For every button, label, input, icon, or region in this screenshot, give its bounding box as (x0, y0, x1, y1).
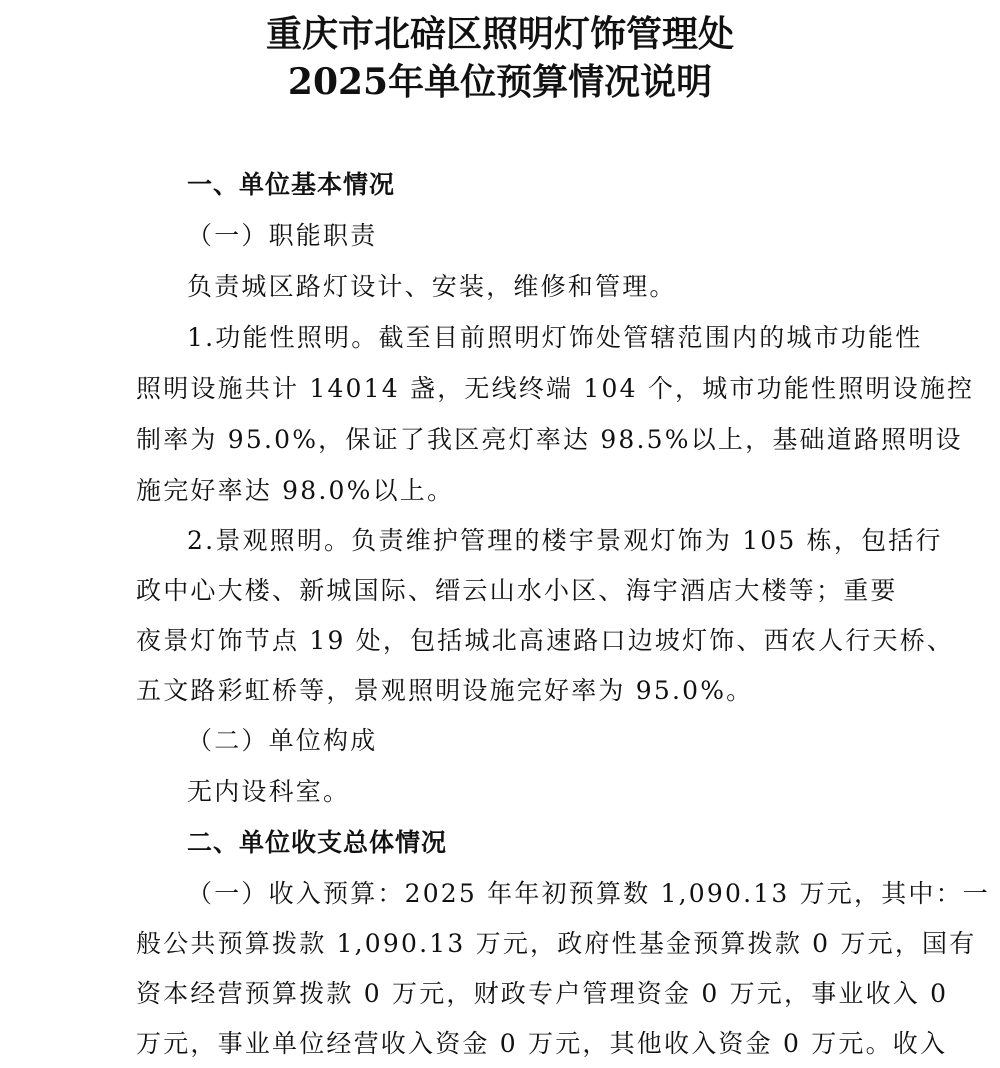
document-title-line-2: 2025年单位预算情况说明 (287, 61, 713, 103)
subsection-heading-structure: （二）单位构成 (187, 726, 378, 755)
paragraph-line: 2.景观照明。负责维护管理的楼宇景观灯饰为 105 栋，包括行 (187, 526, 943, 555)
paragraph-line: 政中心大楼、新城国际、缙云山水小区、海宇酒店大楼等；重要 (136, 576, 898, 605)
paragraph-line: 制率为 95.0%，保证了我区亮灯率达 98.5%以上，基础道路照明设 (136, 425, 963, 454)
paragraph-structure: 无内设科室。 (187, 777, 351, 806)
paragraph-line: （一）收入预算：2025 年年初预算数 1,090.13 万元，其中：一 (187, 879, 990, 908)
paragraph-line: 般公共预算拨款 1,090.13 万元，政府性基金预算拨款 0 万元，国有 (136, 929, 977, 958)
section-heading-revenue-expenditure: 二、单位收支总体情况 (187, 828, 448, 857)
paragraph-line: 照明设施共计 14014 盏，无线终端 104 个，城市功能性照明设施控 (136, 374, 975, 403)
section-heading-basic-info: 一、单位基本情况 (187, 170, 396, 199)
paragraph-line: 1.功能性照明。截至目前照明灯饰处管辖范围内的城市功能性 (187, 323, 923, 352)
paragraph-line: 万元，事业单位经营收入资金 0 万元，其他收入资金 0 万元。收入 (136, 1029, 948, 1058)
paragraph-line: 夜景灯饰节点 19 处，包括城北高速路口边坡灯饰、西农人行天桥、 (136, 626, 955, 655)
paragraph-line: 施完好率达 98.0%以上。 (136, 476, 455, 505)
paragraph-line: 资本经营预算拨款 0 万元，财政专户管理资金 0 万元，事业收入 0 (136, 979, 949, 1008)
subsection-heading-functions: （一）职能职责 (187, 221, 378, 250)
paragraph-line: 五文路彩虹桥等，景观照明设施完好率为 95.0%。 (136, 676, 754, 705)
paragraph-duty: 负责城区路灯设计、安装，维修和管理。 (187, 272, 677, 301)
document-title-line-1: 重庆市北碚区照明灯饰管理处 (265, 13, 734, 55)
